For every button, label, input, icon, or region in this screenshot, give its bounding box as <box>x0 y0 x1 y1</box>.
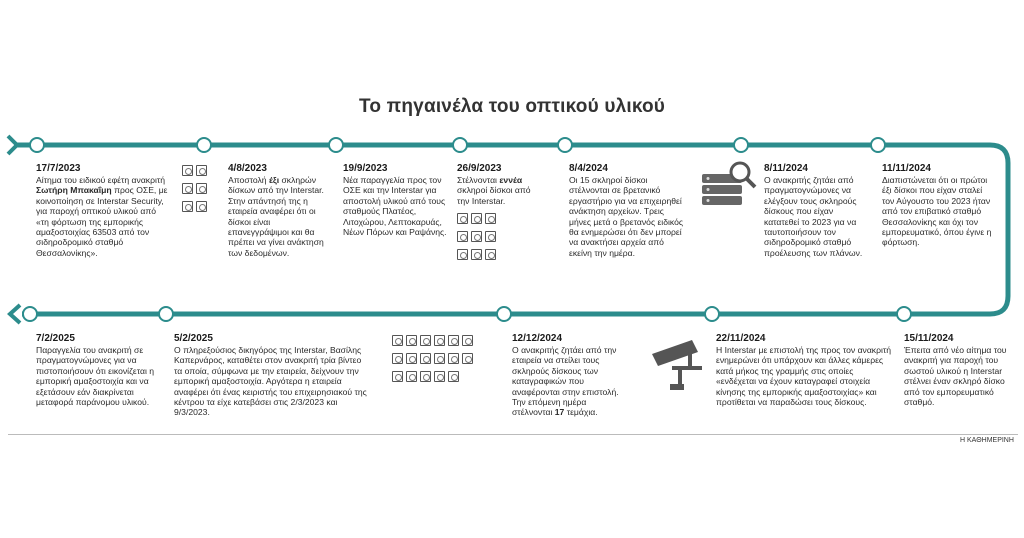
hard-disk-icon <box>182 183 193 194</box>
chevron-right-icon <box>8 136 17 154</box>
footer-divider <box>8 434 1018 435</box>
timeline-node <box>30 138 44 152</box>
arrow-left-icon <box>10 305 20 323</box>
timeline-node <box>197 138 211 152</box>
hard-disk-icon <box>420 371 431 382</box>
hard-disk-icon <box>448 335 459 346</box>
event-1 <box>36 162 168 258</box>
event-2 <box>228 162 328 258</box>
timeline-node <box>23 307 37 321</box>
hard-disk-icon <box>406 335 417 346</box>
event-date: 8/4/2024 <box>569 163 608 174</box>
event-11 <box>174 332 370 418</box>
timeline-node <box>705 307 719 321</box>
event-date: 15/11/2024 <box>904 333 954 344</box>
hard-disk-icon <box>406 353 417 364</box>
event-text: Ο πληρεξούσιος δικηγόρος της Interstar, Βασίλης Καπερνάρος, καταθέτει στον ανακριτή τρία βίντεο τα οποία, σύμφωνα με την εταιρεία, δείχνουν την εμπορική αμαξοστοιχία. Αργότερα η εταιρεία αναφέρει ότι ένας κειριστής του επιχειρησιακού της κέντρου τα είχε κατεβάσει στις 2/3/2023 και 9/3/2023. <box>174 345 367 418</box>
event-text: Αίτημα του ειδικού εφέτη ανακριτή Σωτήρη Μπακαΐμη προς ΟΣΕ, με κοινοποίηση σε Interstar Security, για παροχή οπτικού υλικού από «τη φόρτωση της εμπορικής αμαξοστοιχίας 63503 από τον σιδηροδρομικό σταθμό Θεσσαλονίκης». <box>36 175 168 258</box>
event-6 <box>764 162 866 258</box>
timeline-node <box>329 138 343 152</box>
hard-disk-icon <box>457 213 521 287</box>
event-text: Στέλνονται εννέα σκληροί δίσκοι από την Interstar. <box>457 175 531 206</box>
page-title: Το πηγαινέλα του οπτικού υλικού <box>358 96 666 117</box>
hard-disk-icon <box>462 335 473 346</box>
server-search-icon <box>700 160 758 210</box>
event-5 <box>569 162 685 258</box>
hard-disk-icon <box>420 353 431 364</box>
hard-disk-icon <box>196 183 207 194</box>
hard-disk-icon <box>485 231 496 242</box>
security-camera-icon <box>648 336 710 392</box>
hard-disk-icon <box>448 353 459 364</box>
hard-disk-icon <box>420 335 431 346</box>
hard-disk-icon <box>462 353 473 364</box>
timeline-node <box>897 307 911 321</box>
hard-disk-icon <box>182 201 193 212</box>
hard-disk-icon <box>392 335 500 395</box>
event-8 <box>904 332 1010 407</box>
event-text: Έπειτα από νέο αίτημα του ανακριτή για παροχή του σωστού υλικού η Interstar στέλνει έναν σκληρό δίσκο από τον εμπορευματικό σταθμό. <box>904 345 1007 408</box>
event-10 <box>512 332 622 418</box>
hard-disk-icon <box>485 213 496 224</box>
event-date: 5/2/2025 <box>174 333 213 344</box>
hard-disk-icon <box>392 353 403 364</box>
event-text: Ο ανακριτής ζητάει από την εταιρεία να στείλει τους σκληρούς δίσκους των καταγραφικών που αναφέρονται στην επιστολή. Την επόμενη ημέρα στέλνονται 17 τεμάχια. <box>512 345 619 418</box>
event-7 <box>882 162 992 248</box>
hard-disk-icon <box>471 231 482 242</box>
event-text: Νέα παραγγελία προς τον ΟΣΕ και την Interstar για αποστολή υλικού από τους σταθμούς Πλατέος, Λιτοχώρου, Λεπτοκαρυάς, Νέων Πόρων και Ραψάνης. <box>343 175 447 238</box>
timeline-node <box>558 138 572 152</box>
hard-disk-icon <box>448 371 459 382</box>
event-text: Ο ανακριτής ζητάει από πραγματογνώμονες να ελέγξουν τους σκληρούς δίσκους που είχαν κατατεθεί το 2023 για να ταυτοποιήσουν τον σιδηροδρομικό σταθμό προέλευσης των πλάνων. <box>764 175 863 258</box>
timeline-node <box>159 307 173 321</box>
timeline-node <box>453 138 467 152</box>
event-4 <box>457 162 542 206</box>
hard-disk-icon <box>457 231 468 242</box>
hard-disk-icon <box>434 371 445 382</box>
event-text: Διαπιστώνεται ότι οι πρώτοι έξι δίσκοι που είχαν σταλεί τον Αύγουστο του 2023 ήταν από τον επιβατικό σταθμό Θεσσαλονίκης και όχι τον εμπορευματικό, όπου έγινε η φόρτωση. <box>882 175 992 248</box>
event-3 <box>343 162 451 237</box>
event-date: 7/2/2025 <box>36 333 75 344</box>
credit: Η ΚΑΘΗΜΕΡΙΝΗ <box>960 437 1014 444</box>
hard-disk-icon <box>196 201 207 212</box>
event-text: Αποστολή έξι σκληρών δίσκων από την Interstar. Στην απάντησή της η εταιρεία αναφέρει ότι οι δίσκοι είναι επανεγγράψιμοι και θα πρέπει να γίνει ανάκτηση των δεδομένων. <box>228 175 324 258</box>
event-date: 11/11/2024 <box>882 163 931 174</box>
hard-disk-icon <box>196 165 207 176</box>
timeline-node <box>871 138 885 152</box>
hard-disk-icon <box>392 371 403 382</box>
hard-disk-icon <box>434 335 445 346</box>
event-text: Η Interstar με επιστολή της προς τον ανακριτή ενημερώνει ότι υπάρχουν και άλλες κάμερες κατά μήκος της γραμμής στις οποίες «ενδέχεται να έχουν καταγραφεί στοιχεία κίνησης της εμπορικής αμαξοστοιχίας» και προτίθεται να παραδώσει τους δίσκους. <box>716 345 892 408</box>
hard-disk-icon <box>434 353 445 364</box>
hard-disk-icon <box>406 371 417 382</box>
hard-disk-icon <box>471 249 482 260</box>
hard-disk-icon <box>485 249 496 260</box>
event-text: Παραγγελία του ανακριτή σε πραγματογνώμονες για να πιστοποιήσουν ότι εικονίζεται η εμπορική αμαξοστοιχία και να εξετάσουν εάν διακρίνεται μεταφορά παράνομου υλικού. <box>36 345 155 408</box>
hard-disk-icon <box>471 213 482 224</box>
hard-disk-icon <box>182 165 222 239</box>
event-date: 17/7/2023 <box>36 163 81 174</box>
event-date: 4/8/2023 <box>228 163 267 174</box>
hard-disk-icon <box>457 249 468 260</box>
event-date: 26/9/2023 <box>457 163 502 174</box>
event-date: 19/9/2023 <box>343 163 388 174</box>
timeline-node <box>734 138 748 152</box>
event-date: 22/11/2024 <box>716 333 766 344</box>
event-date: 8/11/2024 <box>764 163 808 174</box>
timeline-node <box>497 307 511 321</box>
hard-disk-icon <box>392 335 403 346</box>
event-text: Οι 15 σκληροί δίσκοι στέλνονται σε βρετανικό εργαστήριο για να επιχειρηθεί ανάκτηση αρχείων. Τρεις μήνες μετά ο βρετανός ειδικός θα ενημερώσει ότι δεν μπορεί να ανακτήσει αρχεία από εκείνη την ημέρα. <box>569 175 684 258</box>
event-date: 12/12/2024 <box>512 333 563 344</box>
hard-disk-icon <box>457 213 468 224</box>
event-9 <box>716 332 894 407</box>
hard-disk-icon <box>182 165 193 176</box>
event-12 <box>36 332 168 407</box>
